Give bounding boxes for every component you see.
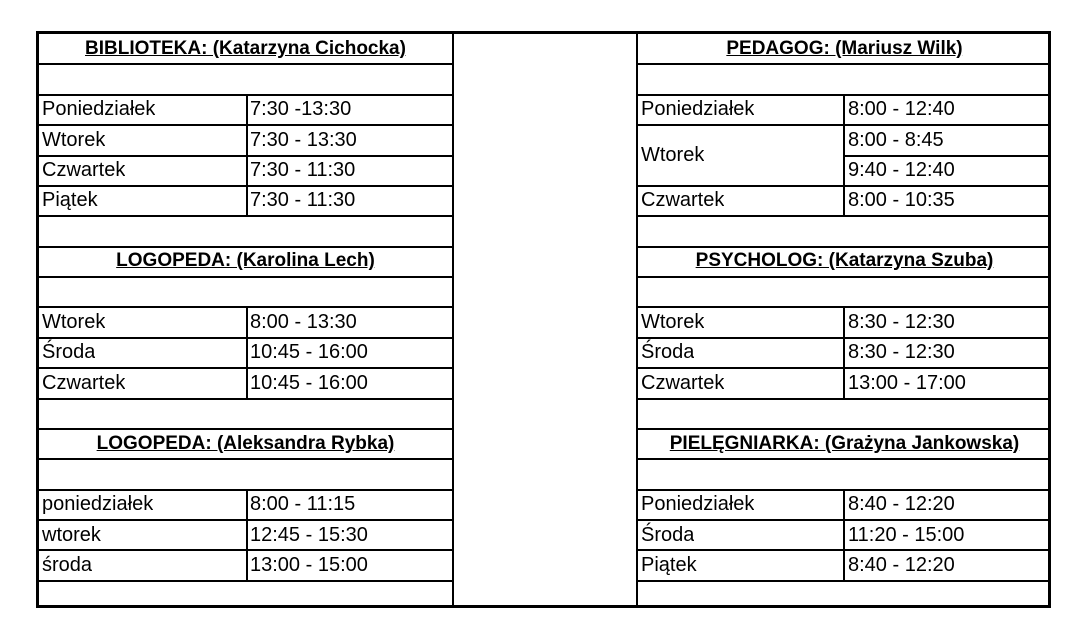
day-cell: Piątek [42,189,98,211]
time-cell: 7:30 - 11:30 [250,159,356,181]
day-cell: Poniedziałek [641,493,755,515]
day-cell: Czwartek [641,372,725,394]
day-cell: Piątek [641,554,697,576]
day-cell: poniedziałek [42,493,154,515]
day-cell: Poniedziałek [42,98,156,120]
day-time-separator [246,489,248,580]
time-cell: 8:00 - 13:30 [250,311,357,333]
day-cell: Wtorek [42,311,106,333]
section-title-pedagog: PEDAGOG: (Mariusz Wilk) [726,38,963,59]
day-time-separator [843,489,845,580]
row-line [636,398,1051,400]
day-cell: Środa [641,341,695,363]
day-time-separator [843,306,845,398]
time-cell: 8:30 - 12:30 [848,311,955,333]
section-title-biblioteka: BIBLIOTEKA: (Katarzyna Cichocka) [85,38,406,59]
time-cell: 8:30 - 12:30 [848,341,955,363]
day-cell: Czwartek [42,372,126,394]
schedule-table [36,31,1051,608]
section-title-pielegniarka: PIELĘGNIARKA: (Grażyna Jankowska) [669,433,1020,454]
day-cell: Wtorek [641,144,705,166]
time-cell: 8:00 - 10:35 [848,189,955,211]
day-time-separator [246,306,248,398]
day-cell: środa [42,554,93,576]
section-title-psycholog: PSYCHOLOG: (Katarzyna Szuba) [695,250,994,271]
time-cell: 12:45 - 15:30 [250,524,368,546]
time-cell: 7:30 -13:30 [250,98,352,120]
time-cell: 13:00 - 15:00 [250,554,368,576]
time-cell: 8:40 - 12:20 [848,554,955,576]
day-cell: Środa [42,341,96,363]
time-cell: 13:00 - 17:00 [848,372,966,394]
row-line [39,580,453,582]
time-cell: 8:00 - 11:15 [250,493,356,515]
day-cell: wtorek [42,524,101,546]
time-cell: 10:45 - 16:00 [250,341,368,363]
day-cell: Środa [641,524,695,546]
time-cell: 10:45 - 16:00 [250,372,368,394]
day-time-separator [246,94,248,216]
time-cell: 8:40 - 12:20 [848,493,955,515]
day-cell: Czwartek [641,189,725,211]
day-cell: Wtorek [42,129,106,151]
day-time-separator [843,94,845,216]
row-line [636,276,1051,278]
time-cell: 8:00 - 12:40 [848,98,955,120]
time-cell: 11:20 - 15:00 [848,524,965,546]
time-cell: 8:00 - 8:45 [848,129,944,151]
section-title-logopeda-rybka: LOGOPEDA: (Aleksandra Rybka) [96,433,395,454]
row-line [39,398,453,400]
time-cell: 7:30 - 13:30 [250,129,357,151]
row-line [636,580,1051,582]
day-cell: Wtorek [641,311,705,333]
day-cell: Poniedziałek [641,98,755,120]
time-cell: 7:30 - 11:30 [250,189,356,211]
section-title-logopeda-lech: LOGOPEDA: (Karolina Lech) [116,250,375,271]
time-cell: 9:40 - 12:40 [848,159,955,181]
row-line [39,276,453,278]
day-cell: Czwartek [42,159,126,181]
